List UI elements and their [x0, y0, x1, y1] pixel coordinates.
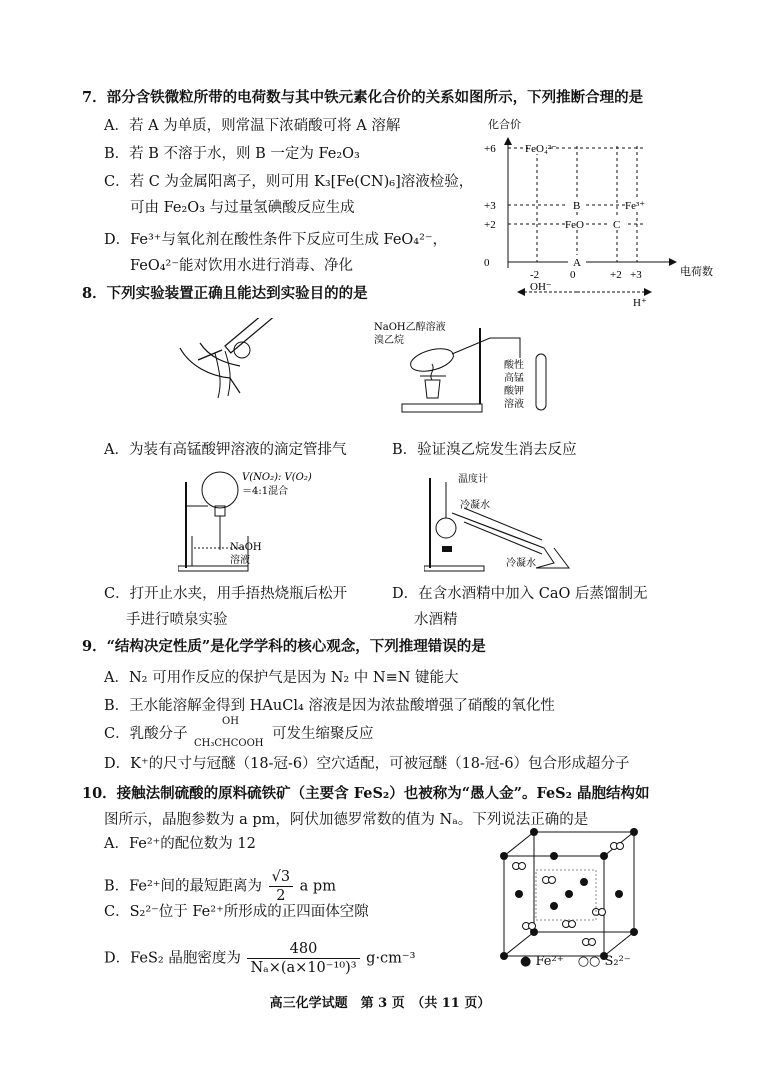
- chart-point-label: A: [573, 257, 581, 269]
- q9-option-d: D．K⁺的尺寸与冠醚（18-冠-6）空穴适配，可被冠醚（18-冠-6）包合形成超分子: [104, 756, 630, 772]
- q7-option-c-cont: 可由 Fe₂O₃ 与过量氢碘酸反应生成: [130, 200, 355, 216]
- q10-option-d-pre: D．FeS₂ 晶胞密度为: [104, 950, 241, 967]
- valence-charge-chart: [480, 112, 730, 312]
- q8-stem: 8．下列实验装置正确且能达到实验目的的是: [82, 285, 368, 302]
- q8-option-d-cont: 水酒精: [414, 612, 458, 628]
- q7-option-c: C．若 C 为金属阳离子，则可用 K₃[Fe(CN)₆]溶液检验，: [104, 174, 474, 190]
- x-tick-label: 0: [570, 269, 576, 281]
- distillation-apparatus-figure: [424, 468, 584, 574]
- q9-option-c-cont: 可发生缩聚反应: [272, 726, 374, 742]
- q9-option-a: A．N₂ 可用作反应的保护气是因为 N₂ 中 N≡N 键能大: [104, 670, 459, 686]
- s2-legend-icon: ○○: [577, 954, 601, 969]
- page-footer: 高三化学试题 第 3 页 （共 11 页）: [269, 996, 491, 1011]
- q9-stem: 9．“结构决定性质”是化学学科的核心观念，下列推理错误的是: [82, 638, 486, 655]
- q8-option-d: D．在含水酒精中加入 CaO 后蒸馏制无: [392, 586, 648, 602]
- label-naoh: NaOH: [230, 542, 262, 553]
- q10-option-d-post: g·cm⁻³: [366, 950, 416, 967]
- q8-option-a: A．为装有高锰酸钾溶液的滴定管排气: [104, 442, 347, 458]
- density-fraction: [247, 940, 359, 977]
- q8-option-c: C．打开止水夹，用手捂热烧瓶后松开: [104, 586, 348, 602]
- q10-option-b-post: a pm: [299, 878, 336, 895]
- q8-option-b: B．验证溴乙烷发生消去反应: [392, 442, 577, 458]
- y-tick-label: +3: [484, 200, 496, 212]
- label-thermometer: 温度计: [458, 474, 488, 485]
- q10-option-a: A．Fe²⁺的配位数为 12: [104, 836, 256, 852]
- q10-stem: 10．接触法制硫酸的原料硫铁矿（主要含 FeS₂）也被称为“愚人金”。FeS₂ 晶胞结构如: [82, 785, 650, 802]
- label-kmno4-4: 溶液: [504, 399, 524, 410]
- y-tick-label: +2: [484, 219, 496, 231]
- q10-option-b-pre: B．Fe²⁺间的最短距离为: [104, 878, 262, 895]
- label-kmno4-1: 酸性: [504, 360, 524, 371]
- x-tick-label: -2: [530, 269, 540, 281]
- q7-option-b: B．若 B 不溶于水，则 B 一定为 Fe₂O₃: [104, 146, 360, 162]
- chart-point-label: Fe³⁺: [625, 200, 646, 212]
- label-kmno4-2: 高锰: [504, 373, 524, 384]
- q10-option-c: C．S₂²⁻位于 Fe²⁺所形成的正四面体空隙: [104, 904, 369, 920]
- label-naoh-ethanol: NaOH乙醇溶液: [374, 322, 446, 333]
- y-tick-label: +6: [484, 143, 496, 155]
- fe-legend-dot-icon: ●: [520, 954, 532, 969]
- burette-figure: [170, 318, 290, 408]
- s2-legend-label: S₂²⁻: [604, 954, 631, 969]
- chart-point-label: C: [613, 219, 621, 231]
- label-mix: ＝4:1混合: [242, 486, 289, 497]
- label-cooling-water-2: 冷凝水: [506, 558, 536, 569]
- chart-point-label: FeO: [565, 219, 584, 231]
- q7-stem: 7．部分含铁微粒所带的电荷数与其中铁元素化合价的关系如图所示，下列推断合理的是: [82, 89, 644, 106]
- cell-legend: [520, 952, 631, 972]
- charge-arrows: [518, 281, 651, 309]
- label-bromoethane: 溴乙烷: [374, 335, 404, 346]
- fraction-denominator: 2: [276, 888, 286, 904]
- fraction-numerator: √3: [269, 868, 293, 887]
- density-denominator: Nₐ×(a×10⁻¹⁰)³: [250, 960, 357, 976]
- label-solution: 溶液: [230, 555, 250, 566]
- lactic-oh: OH: [222, 716, 239, 727]
- q9-option-b: B．王水能溶解金得到 HAuCl₄ 溶液是因为浓盐酸增强了硝酸的氧化性: [104, 698, 555, 714]
- q8-option-c-cont: 手进行喷泉实验: [126, 612, 228, 628]
- q10-stem-cont: 图所示，晶胞参数为 a pm，阿伏加德罗常数的值为 Nₐ。下列说法正确的是: [104, 812, 589, 828]
- q7-option-a: A．若 A 为单质，则常温下浓硝酸可将 A 溶解: [104, 118, 401, 134]
- y-tick-label: 0: [484, 257, 490, 269]
- label-cooling-water-1: 冷凝水: [460, 500, 490, 511]
- chart-axes: [508, 138, 676, 268]
- h-label: H⁺: [633, 297, 647, 309]
- fe-legend-label: Fe²⁺: [535, 954, 564, 969]
- test-tube-figure: [504, 350, 554, 420]
- q10-option-b: [104, 868, 336, 905]
- chart-point-label: B: [573, 200, 581, 212]
- q10-option-d: [104, 940, 415, 977]
- q9-option-c: C．乳酸分子: [104, 726, 188, 742]
- x-tick-label: +3: [630, 269, 642, 281]
- oh-label: OH⁻: [530, 281, 552, 293]
- density-numerator: 480: [247, 940, 359, 959]
- lactic-formula: CH₃CHCOOH: [194, 738, 264, 749]
- label-kmno4-3: 酸钾: [504, 386, 524, 397]
- fraction-sqrt3-over-2: [269, 868, 293, 905]
- label-gas-ratio: V(NO₂): V(O₂): [242, 472, 312, 483]
- x-axis-label: 电荷数: [680, 266, 713, 278]
- fountain-apparatus-figure: [178, 464, 338, 574]
- chart-point-label: FeO₄²⁻: [525, 143, 557, 155]
- q7-option-d: D．Fe³⁺与氧化剂在酸性条件下反应可生成 FeO₄²⁻，: [104, 232, 448, 248]
- x-tick-label: +2: [610, 269, 622, 281]
- q7-option-d-cont: FeO₄²⁻能对饮用水进行消毒、净化: [130, 258, 354, 274]
- y-axis-label: 化合价: [488, 119, 521, 131]
- chart-points: [525, 141, 646, 269]
